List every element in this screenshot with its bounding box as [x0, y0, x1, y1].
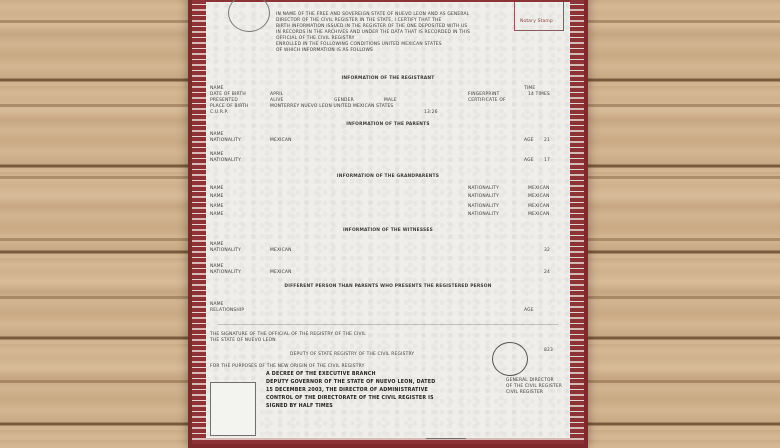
grandparent-nationality-label: NATIONALITY: [468, 186, 499, 191]
signature-block-line: 15 DECEMBER 2003, THE DIRECTOR OF ADMINISTRATIVE: [266, 388, 429, 393]
divider: [218, 324, 558, 325]
grandparent-nationality-value: MEXICAN: [528, 212, 550, 217]
witness-name-label: NAME: [210, 242, 224, 247]
stamp-side-line: CIVIL REGISTER: [506, 390, 544, 395]
intro-line: DIRECTOR OF THE CIVIL REGISTER IN THE STATE, I CERTIFY THAT THE: [276, 18, 442, 23]
presented-label: PRESENTED: [210, 98, 238, 103]
intro-line: OFFICIAL OF THE CIVIL REGISTRY: [276, 36, 355, 41]
birth-certificate: [188, 0, 588, 448]
surname-value: APRIL: [270, 92, 284, 97]
intro-line: IN NAME OF THE FREE AND SOVEREIGN STATE OF NUEVO LEON AND AS GENERAL: [276, 12, 470, 17]
grandparent-nationality-value: MEXICAN: [528, 204, 550, 209]
grandparent-nationality-label: NATIONALITY: [468, 204, 499, 209]
parent-age-value: 21: [544, 138, 550, 143]
section-heading-presenter: DIFFERENT PERSON THAN PARENTS WHO PRESENTS THE REGISTERED PERSON: [284, 284, 492, 289]
section-heading-registrant: INFORMATION OF THE REGISTRANT: [341, 76, 435, 81]
parent-nationality-label: NATIONALITY: [210, 138, 241, 143]
parent-nationality-label: NATIONALITY: [210, 158, 241, 163]
witness-nationality-value: MEXICAN: [270, 248, 292, 253]
signature-block-line: A DECREE OF THE EXECUTIVE BRANCH: [266, 372, 376, 377]
presenter-name-label: NAME: [210, 302, 224, 307]
fingerprint-label: FINGERPRINT: [468, 92, 500, 97]
footer-line: DEPUTY OF STATE REGISTRY OF THE CIVIL REGISTRY: [290, 352, 415, 357]
gender-label: GENDER: [334, 98, 354, 103]
parent-age-label: AGE: [524, 138, 534, 143]
time-value: 13:26: [424, 110, 438, 115]
signature-block-line: SIGNED BY HALF TIMES: [266, 404, 333, 409]
witness-nationality-value: MEXICAN: [270, 270, 292, 275]
folio-number: 823: [544, 348, 553, 353]
footer-line: FOR THE PURPOSES OF THE NEW ORIGIN OF THE CIVIL REGISTRY: [210, 364, 365, 369]
notary-stamp: [514, 2, 564, 31]
photo-placeholder: [210, 382, 256, 436]
witness-name-label: NAME: [210, 264, 224, 269]
footer-line: THE SIGNATURE OF THE OFFICIAL OF THE REGISTRY OF THE CIVIL: [210, 332, 366, 337]
grandparent-name-label: NAME: [210, 204, 224, 209]
intro-line: BIRTH INFORMATION ISSUED IN THE REGISTER OF THE ONE DEPOSITED WITH US: [276, 24, 468, 29]
footer-line: THE STATE OF NUEVO LEON: [210, 338, 276, 343]
curp-label: C.U.R.P.: [210, 110, 229, 115]
parent-name-label: NAME: [210, 132, 224, 137]
parent-name-label: NAME: [210, 152, 224, 157]
grandparent-name-label: NAME: [210, 194, 224, 199]
seal-emblem-icon: [228, 0, 270, 32]
parent-nationality-value: MEXICAN: [270, 138, 292, 143]
presenter-relationship-label: RELATIONSHIP: [210, 308, 245, 313]
certificate-paper: [206, 2, 570, 438]
code-value: 14 TIMES: [528, 92, 550, 97]
stamp-side-line: GENERAL DIRECTOR: [506, 378, 554, 383]
witness-age-value: 24: [544, 270, 550, 275]
alive-value: ALIVE: [270, 98, 284, 103]
certificate-label: CERTIFICATE OF: [468, 98, 506, 103]
witness-age-value: 32: [544, 248, 550, 253]
intro-line: ENROLLED IN THE FOLLOWING CONDITIONS UNITED MEXICAN STATES: [276, 42, 442, 47]
stamp-text: Notary Stamp: [520, 18, 553, 24]
gender-value: MALE: [384, 98, 397, 103]
grandparent-nationality-label: NATIONALITY: [468, 212, 499, 217]
parent-age-value: 17: [544, 158, 550, 163]
pob-label: PLACE OF BIRTH: [210, 104, 249, 109]
grandparent-nationality-value: MEXICAN: [528, 186, 550, 191]
witness-nationality-label: NATIONALITY: [210, 248, 241, 253]
intro-line: IN RECORDS IN THE ARCHIVES AND UNDER THE DATA THAT IS RECORDED IN THIS: [276, 30, 471, 35]
signature-block-line: CONTROL OF THE DIRECTORATE OF THE CIVIL REGISTER IS: [266, 396, 434, 401]
signature-block-line: DEPUTY GOVERNOR OF THE STATE OF NUEVO LEON, DATED: [266, 380, 436, 385]
presenter-age-label: AGE: [524, 308, 534, 313]
grandparent-nationality-label: NATIONALITY: [468, 194, 499, 199]
witness-nationality-label: NATIONALITY: [210, 270, 241, 275]
place-value: MONTERREY NUEVO LEON UNITED MEXICAN STATES: [270, 104, 394, 109]
grandparent-nationality-value: MEXICAN: [528, 194, 550, 199]
grandparent-name-label: NAME: [210, 186, 224, 191]
name-label: NAME: [210, 86, 224, 91]
section-heading-parents: INFORMATION OF THE PARENTS: [346, 122, 430, 127]
section-heading-grandparents: INFORMATION OF THE GRANDPARENTS: [336, 174, 440, 179]
grandparent-name-label: NAME: [210, 212, 224, 217]
time-label: TIME: [524, 86, 536, 91]
signature-line: [426, 438, 466, 439]
registry-seal-icon: [492, 342, 528, 376]
intro-line: OF WHICH INFORMATION IS AS FOLLOWS: [276, 48, 374, 53]
parent-age-label: AGE: [524, 158, 534, 163]
dob-label: DATE OF BIRTH: [210, 92, 246, 97]
section-heading-witnesses: INFORMATION OF THE WITNESSES: [343, 228, 433, 233]
stamp-side-line: OF THE CIVIL REGISTER: [506, 384, 563, 389]
